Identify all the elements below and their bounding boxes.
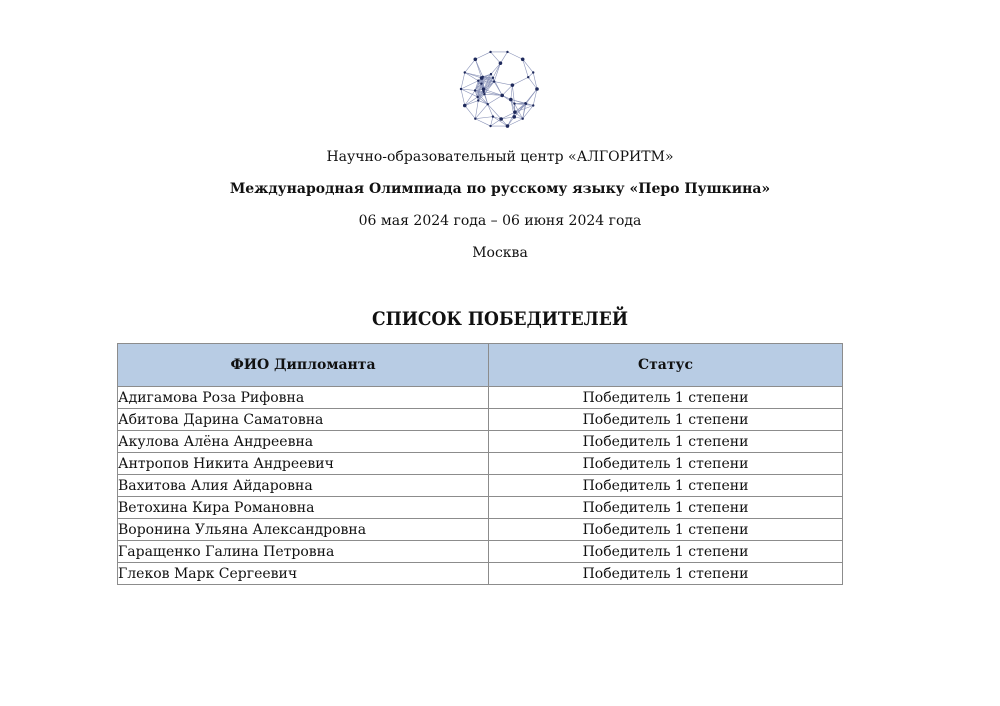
olympiad-title: Международная Олимпиада по русскому языку «Перо Пушкина»: [229, 181, 771, 197]
cell-name: Гаращенко Галина Петровна: [118, 541, 489, 563]
table-row: [118, 431, 843, 453]
cell-name: Антропов Никита Андреевич: [118, 453, 489, 475]
cell-status: Победитель 1 степени: [489, 453, 843, 475]
table-row: [118, 541, 843, 563]
network-globe-icon: [449, 46, 549, 132]
cell-status: Победитель 1 степени: [489, 497, 843, 519]
cell-name: Адигамова Роза Рифовна: [118, 387, 489, 409]
table-row: [118, 497, 843, 519]
cell-status: Победитель 1 степени: [489, 519, 843, 541]
cell-name: Акулова Алёна Андреевна: [118, 431, 489, 453]
cell-status: Победитель 1 степени: [489, 387, 843, 409]
winners-list-title: СПИСОК ПОБЕДИТЕЛЕЙ: [372, 308, 628, 330]
table-row: [118, 387, 843, 409]
cell-name: Вахитова Алия Айдаровна: [118, 475, 489, 497]
table-row: [118, 475, 843, 497]
olympiad-dates: 06 мая 2024 года – 06 июня 2024 года: [358, 213, 642, 229]
cell-name: Абитова Дарина Саматовна: [118, 409, 489, 431]
cell-name: Глеков Марк Сергеевич: [118, 563, 489, 585]
column-header-name: ФИО Дипломанта: [118, 344, 489, 387]
table-row: [118, 519, 843, 541]
olympiad-city: Москва: [472, 245, 528, 261]
table-row: [118, 563, 843, 585]
winners-table: [117, 343, 843, 585]
cell-status: Победитель 1 степени: [489, 563, 843, 585]
cell-name: Воронина Ульяна Александровна: [118, 519, 489, 541]
cell-status: Победитель 1 степени: [489, 541, 843, 563]
table-row: [118, 409, 843, 431]
table-row: [118, 453, 843, 475]
cell-status: Победитель 1 степени: [489, 409, 843, 431]
table-header-row: [118, 344, 843, 387]
cell-status: Победитель 1 степени: [489, 431, 843, 453]
cell-name: Ветохина Кира Романовна: [118, 497, 489, 519]
organization-name: Научно-образовательный центр «АЛГОРИТМ»: [326, 149, 674, 165]
cell-status: Победитель 1 степени: [489, 475, 843, 497]
column-header-status: Статус: [489, 344, 843, 387]
